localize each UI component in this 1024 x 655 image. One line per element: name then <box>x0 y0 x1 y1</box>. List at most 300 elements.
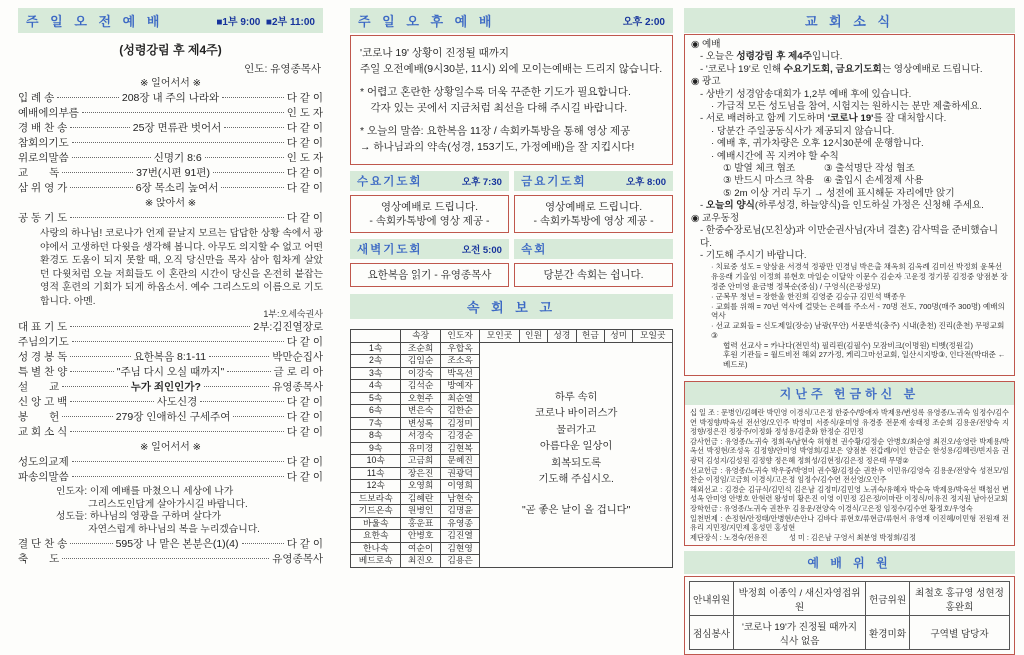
sok-cell: 변은숙 <box>401 405 440 418</box>
order-item-label: 삼 위 영 가 <box>18 182 68 194</box>
news-line <box>691 126 1008 138</box>
order-item-person: 다 같 이 <box>286 396 324 408</box>
sok-cell: 서경숙 <box>401 430 440 443</box>
offering-line <box>690 533 1009 543</box>
fri-prayer-title: 금요기도회 <box>521 176 587 188</box>
offering-line <box>690 514 1009 533</box>
order-item-person: 2부:김진열장로 <box>253 321 323 333</box>
news-line <box>691 89 1008 101</box>
sok-cell: 오현주 <box>401 392 440 405</box>
dotted-leader <box>72 476 284 477</box>
dawn-sok-row <box>350 239 673 287</box>
sok-cell: 2속 <box>351 355 401 368</box>
notice-line: 각자 있는 곳에서 지금처럼 최선을 다해 주시길 바랍니다. <box>360 102 628 114</box>
committee-table <box>689 581 1010 650</box>
order-item-person: 다 같 이 <box>286 456 323 468</box>
dawn-prayer-box <box>350 263 509 287</box>
order-item-detail <box>133 121 222 136</box>
order-row <box>18 380 323 395</box>
text-segment: · 당분간 주일공동식사가 제공되지 않습니다. <box>711 125 895 137</box>
wed-prayer-time: 오후 7:30 <box>461 177 502 188</box>
text-segment: - '코로나 19'로 인해 <box>700 63 784 75</box>
text-segment: - 상반기 성경암송대회가 1,2부 예배 후에 있습니다. <box>700 88 912 100</box>
order-item-person: 유영종목사 <box>272 553 323 565</box>
order-item-person: 다 같 이 <box>286 122 324 134</box>
sok-cell: 김현영 <box>440 542 479 555</box>
wed-prayer-section <box>350 171 509 233</box>
sok-cell: 유미경 <box>401 442 440 455</box>
sok-cell: 최순열 <box>440 392 479 405</box>
order-item-label: 위로의말씀 <box>18 152 69 164</box>
minibox-line: 당분간 속회는 쉽니다. <box>543 269 644 281</box>
sok-cell: 홍운표 <box>401 517 440 530</box>
text-segment: 오늘의 양식 <box>705 200 755 212</box>
order-item-detail <box>134 350 206 365</box>
offering-label: 감사헌금 : <box>690 436 725 446</box>
text-segment: 요한복음 8:1-11 <box>133 351 207 363</box>
news-line <box>691 350 1008 370</box>
sok-col-header: 인원 <box>519 330 547 343</box>
sok-box <box>514 263 673 287</box>
common-prayer-text: 사랑의 하나님! 코로나가 언제 끝날지 모르는 답답한 상황 속에서 광야에서 고생하던 다윗을 생각해 봅니다. 아무도 의지할 수 없고 어떤 환경도 도움이 되지 못할 때, 오직 당신만을 목자 삼아 힘차게 살았던 다윗처럼 오늘 저희들도 이 혼란의 시간이 당신을 온전히 붙잡는 영적 훈련의 기회가 되게 하옵소서. 예수 그리스도의 이름으로 기도합니다. 아멘. <box>40 228 323 307</box>
dotted-leader <box>70 401 153 402</box>
news-line <box>691 292 1008 302</box>
offering-label: 장학헌금 : <box>690 504 724 514</box>
sok-col-header <box>351 330 401 343</box>
text-segment: 6장 목소리 높여서 <box>135 182 219 194</box>
dotted-leader <box>233 416 283 417</box>
sok-cell: 김석순 <box>401 380 440 393</box>
sok-report-title: 속 회 보 고 <box>466 300 557 315</box>
dotted-leader <box>70 356 130 357</box>
offering-label: 선교헌금 : <box>690 465 725 475</box>
sok-cell: 우합옥 <box>440 342 479 355</box>
sok-cell: 방예자 <box>440 380 479 393</box>
order-row <box>18 166 323 181</box>
text-segment: ◉ 교우동정 <box>691 212 740 224</box>
order-row <box>18 365 323 380</box>
news-line <box>691 225 1008 250</box>
text-segment: · 가급적 모든 성도님을 참여, 시험지는 원하시는 분만 제출하세요. <box>711 101 982 113</box>
sok-cell: 김정미 <box>440 417 479 430</box>
fri-prayer-box <box>514 195 673 233</box>
order-item-label: 설 교 <box>18 381 60 393</box>
committee-cell: 안내위원 <box>690 582 734 616</box>
sok-cell: 안병호 <box>401 530 440 543</box>
news-line <box>691 321 1008 341</box>
order-item-detail <box>116 410 231 425</box>
text-segment: 후원 기관들 = 월드비전 해외 27가정, 케리그마선교회, 일산시지방③, 인다전(박대준 ← 베드로) <box>723 350 1006 370</box>
sok-col-header: 모인곳 <box>480 330 519 343</box>
sok-cell: 드보라속 <box>351 492 401 505</box>
order-item-person: 다 같 이 <box>286 212 323 224</box>
text-segment: 누가 죄인인가? <box>130 381 201 393</box>
sok-cell: 변성록 <box>401 417 440 430</box>
posture-note: ※ 일어서서 ※ <box>140 442 201 453</box>
sok-cell: 김명윤 <box>440 505 479 518</box>
order-item-person: 유영종목사 <box>272 381 323 393</box>
fri-prayer-header <box>514 171 673 191</box>
sok-col-header: 모일곳 <box>633 330 673 343</box>
sok-cell: 조순희 <box>401 342 440 355</box>
dialog-line: 그리스도인답게 살아가시길 바랍니다. <box>56 498 248 510</box>
afternoon-worship-title: 주 일 오 후 예 배 <box>358 14 496 29</box>
minibox-line: - 속회카톡방에 영상 제공 - <box>369 215 490 227</box>
dotted-leader <box>62 172 133 173</box>
order-item-person: 다 같 이 <box>286 167 323 179</box>
sok-poem-cell <box>480 342 673 567</box>
offering-names-text: 제단장식 : 노경숙/전유진 성 미 : 김은남 구영서 최분영 박정희/김정 <box>690 532 917 542</box>
sok-col-header: 속장 <box>401 330 440 343</box>
offering-section <box>684 381 1015 546</box>
offering-label: 일천번제 : <box>690 513 725 523</box>
order-item-label: 대 표 기 도 <box>18 321 68 333</box>
church-news-header <box>684 8 1015 33</box>
worship-leader: 인도: 유영종목사 <box>244 63 321 75</box>
sok-cell: 10속 <box>351 455 401 468</box>
news-line <box>691 51 1008 63</box>
fri-prayer-section <box>514 171 673 233</box>
notice-line: * 어렵고 혼란한 상황일수록 더욱 꾸준한 기도가 필요합니다. <box>360 86 631 98</box>
text-segment: ◉ 광고 <box>691 76 721 88</box>
news-line <box>691 113 1008 125</box>
sok-cell: 한나속 <box>351 542 401 555</box>
offering-line <box>690 485 1009 504</box>
text-segment: 사도신경 <box>156 396 198 408</box>
committee-cell: 최철호 홍규영 성현정 홍완희 <box>910 582 1010 616</box>
text-segment: 279장 인애하신 구세주여 <box>115 411 231 423</box>
dawn-prayer-time: 오전 5:00 <box>461 245 502 256</box>
dotted-leader <box>205 157 284 158</box>
sok-cell: 유영종 <box>440 517 479 530</box>
sok-section <box>514 239 673 287</box>
order-row <box>18 470 323 485</box>
committee-cell: '코로나 19'가 진정될 때까지 식사 없음 <box>734 616 866 650</box>
sok-cell: 7속 <box>351 417 401 430</box>
offering-names-text: 문병인/김혜란 박민영 이경식/고은정 한중수/방애자 박제용/변성록 유영종/노귀숙 임정수/김수연 박정향/박옥선 전선영/오인주 박영미 서종식/윤미영 유경종 전문재 송태정 조순희 김용운/전양숙 지정향/정은진 정장주/이정화 정성용/김춘화 한정순 김민정 <box>690 408 1009 437</box>
offering-names-text: 손정현/안정태/안병현/손안나 김바다 류현호/류현금/류현서 유영재 이진혜/이민형 전원재 전유리 지민정/지민제 홍성민 홍성현 <box>690 513 1009 533</box>
text-segment: 25장 면류관 벗어서 <box>132 122 222 134</box>
text-segment: 입니다. <box>811 51 843 63</box>
offering-names-text: 유영종/노귀숙 정희욱/남현숙 허형천 권수황/김정순 안병호/최순영 최진오/송영란 박제용/박옥선 박정현/조성욱 김정향/안미영 박영희/김보은 양점분 전갑례/이인 한금순 한성용/김혜린/빈지음 권광덕 김성지/김성원 김정향 정은혜 정희성/김현정/김은정 정은태 무명② <box>690 436 1009 466</box>
order-row <box>18 350 323 365</box>
dotted-leader <box>72 461 284 462</box>
dotted-leader <box>62 386 127 387</box>
afternoon-worship-header <box>350 8 673 33</box>
order-item-person: 다 같 이 <box>286 426 323 438</box>
table-row <box>690 616 1010 650</box>
poem-spacer <box>482 489 670 503</box>
order-row <box>18 91 323 106</box>
order-item-person: 인 도 자 <box>286 152 323 164</box>
order-row <box>18 320 323 335</box>
offering-names-text: 김경순 김규식/김민석 김은남 김정미/김민영 노귀숙/유혜자 박순옥 박제용/박옥선 백철선 변성옥 안미영 안병호 안현련 왕성미 황은진 이영 이민정 김은정/이마란 이정식/이유진 정지원 남아선교회 <box>690 484 1009 504</box>
poem-line: "곧 좋은 날이 올 겁니다" <box>522 504 631 516</box>
dotted-leader <box>72 341 284 342</box>
dialog-line: 성도들: 하나님의 영광을 구하며 살다가 <box>56 511 222 522</box>
dotted-leader <box>221 187 283 188</box>
sok-cell: 9속 <box>351 442 401 455</box>
text-segment: · 군복무 청년 = 장한울 한진희 김영준 김승규 김민석 백종우 <box>711 291 906 301</box>
order-of-service <box>18 77 323 567</box>
first-service-prayer-person: 1부:오세숙권사 <box>263 309 323 319</box>
news-line <box>691 200 1008 212</box>
text-segment: ① 발열 체크 협조 ③ 출석명단 작성 협조 <box>723 163 915 175</box>
dotted-leader <box>213 172 284 173</box>
news-line <box>691 163 1008 175</box>
order-item-detail <box>157 395 198 410</box>
minibox-line: 영상예배로 드립니다. <box>380 201 479 213</box>
offering-names-text: 유영종/노귀숙 박우중/박영미 권수황/김정순 권찬우 이민유/김영숙 김용운/전양숙 성전모/임찬순 이정임/고금희 이경식/고은정 임정수/김수연 전선영/오인주 <box>690 465 1009 485</box>
order-item-person: 인 도 자 <box>286 107 323 119</box>
order-item-label: 특 별 찬 양 <box>18 366 68 378</box>
dotted-leader <box>70 187 132 188</box>
morning-worship-column <box>18 8 323 567</box>
notice-line: 주일 오전예배(9시30분, 11시) 외에 모이는예배는 드리지 않습니다. <box>360 63 663 75</box>
sok-cell: 베드로속 <box>351 555 401 568</box>
wed-prayer-box <box>350 195 509 233</box>
afternoon-worship-column <box>350 8 673 568</box>
poem-line: 하루 속히 <box>554 391 598 403</box>
midweek-headers-row <box>350 171 673 233</box>
minibox-line: 영상예배로 드립니다. <box>544 201 643 213</box>
order-row <box>18 181 323 196</box>
dialog-line: 인도자: 이제 예배를 마쳤으니 세상에 나가 <box>56 486 234 497</box>
sok-cell: 이강숙 <box>401 367 440 380</box>
wed-prayer-header <box>350 171 509 191</box>
sok-cell: 12속 <box>351 480 401 493</box>
sok-cell: 권광덕 <box>440 467 479 480</box>
news-line <box>691 39 1008 51</box>
afternoon-worship-time: 오후 2:00 <box>622 17 665 28</box>
sok-col-header: 성경 <box>548 330 576 343</box>
sok-cell: 요한속 <box>351 530 401 543</box>
text-segment: 를 잘 대처합시다. <box>873 113 947 125</box>
poem-line: 물러가고 <box>556 424 597 436</box>
order-item-label: 교 회 소 식 <box>18 426 68 438</box>
sok-cell: 김현복 <box>440 442 479 455</box>
news-line <box>691 64 1008 76</box>
notice-line: '코로나 19' 상황이 진정될 때까지 <box>360 47 510 59</box>
order-item-label: 입 례 송 <box>18 92 55 104</box>
sok-cell: 김용은 <box>440 555 479 568</box>
sok-col-header: 인도자 <box>440 330 479 343</box>
order-item-label: 봉 헌 <box>18 411 60 423</box>
text-segment: - 한중수장로님(모친상)과 이만순권사님(자녀 결혼) 감사떡을 준비했습니다. <box>700 225 999 249</box>
dotted-leader <box>70 326 250 327</box>
committee-header <box>684 551 1015 574</box>
church-news-column <box>684 8 1015 655</box>
dotted-leader <box>224 127 283 128</box>
covid-notice-box <box>350 35 673 165</box>
text-segment: 성령강림 후 제4주 <box>736 51 812 63</box>
dotted-leader <box>70 431 283 432</box>
sok-cell: 김진열 <box>440 530 479 543</box>
text-segment: 208장 내 주의 나라와 <box>121 92 220 104</box>
sok-cell: 김임순 <box>401 355 440 368</box>
text-segment: - <box>700 200 706 212</box>
table-row <box>690 582 1010 616</box>
notice-spacer <box>360 77 663 84</box>
dotted-leader <box>227 371 270 372</box>
dialog-line: 자연스럽게 하나님의 복을 누리겠습니다. <box>56 523 260 535</box>
sok-cell: 최진오 <box>401 555 440 568</box>
order-item-person: 박만순집사 <box>272 351 323 363</box>
news-line <box>691 341 1008 351</box>
dotted-leader <box>70 127 129 128</box>
text-segment: 37번(시편 91편) <box>136 167 210 179</box>
order-item-label: 경 배 찬 송 <box>18 122 68 134</box>
committee-cell: 헌금위원 <box>866 582 910 616</box>
sok-cell: 6속 <box>351 405 401 418</box>
text-segment: - 서로 배려하고 함께 기도하며 <box>700 113 828 125</box>
notice-spacer <box>360 116 663 123</box>
order-row <box>18 106 323 121</box>
dotted-leader <box>57 97 119 98</box>
notice-line: → 하나님과의 약속(성경, 153기도, 가정예배)을 잘 지킵시다! <box>360 141 635 153</box>
poem-line: 기도해 주십시오. <box>538 474 614 486</box>
text-segment: "주님 다시 오실 때까지" <box>116 366 225 378</box>
order-item-person: 다 같 이 <box>286 92 323 104</box>
committee-cell: 환경미화 <box>866 616 910 650</box>
dotted-leader <box>222 97 284 98</box>
sok-cell: 김혜란 <box>401 492 440 505</box>
order-item-label: 공 동 기 도 <box>18 212 68 224</box>
offering-line <box>690 437 1009 466</box>
morning-worship-times: ■1부 9:00 ■2부 11:00 <box>216 17 315 28</box>
sok-cell: 이영희 <box>440 480 479 493</box>
order-item-label: 주님의기도 <box>18 336 69 348</box>
sunday-subtitle: (성령강림 후 제4주) <box>119 43 222 57</box>
news-line <box>691 302 1008 322</box>
text-segment: (하루성경, 하늘양식)을 인도하실 가정은 신청해 주세요. <box>754 200 984 212</box>
order-item-person: 다 같 이 <box>286 336 323 348</box>
committee-cell: 점심봉사 <box>690 616 734 650</box>
order-item-detail <box>136 166 210 181</box>
order-row <box>18 335 323 350</box>
sok-report-header <box>350 294 673 319</box>
sok-cell: 여순이 <box>401 542 440 555</box>
order-item-label: 성도의교제 <box>18 456 69 468</box>
sok-col-header: 헌금 <box>576 330 604 343</box>
sok-cell: 남현숙 <box>440 492 479 505</box>
order-item-person: 다 같 이 <box>286 411 324 423</box>
order-row <box>18 151 323 166</box>
dotted-leader <box>82 112 284 113</box>
dotted-leader <box>70 371 113 372</box>
committee-cell: 구역별 담당자 <box>910 616 1010 650</box>
text-segment: 신명기 8:6 <box>153 152 202 164</box>
offering-label: 십 일 조 : <box>690 408 721 418</box>
order-row <box>18 211 323 226</box>
order-row <box>18 121 323 136</box>
sok-header-row <box>351 330 673 343</box>
order-item-detail <box>117 365 225 380</box>
sok-table-head <box>351 330 673 343</box>
order-item-label: 참회의기도 <box>18 137 69 149</box>
sok-cell: 바울속 <box>351 517 401 530</box>
text-segment: '코로나 19' <box>827 113 874 125</box>
offering-label: 해외선교 : <box>690 484 725 494</box>
text-segment: 595장 나 맡은 본분은(1)(4) <box>115 538 239 550</box>
posture-note: ※ 앉아서 ※ <box>144 198 197 209</box>
sok-cell: 5속 <box>351 392 401 405</box>
posture-note: ※ 일어서서 ※ <box>140 78 201 89</box>
text-segment: ⑤ 2m 이상 거리 두기 → 성전에 표시해둔 자리에만 앉기 <box>723 187 955 199</box>
order-row <box>18 410 323 425</box>
order-row <box>18 455 323 470</box>
sok-cell: 조소옥 <box>440 355 479 368</box>
order-item-label: 예배에의부름 <box>18 107 79 119</box>
sok-cell: 장은진 <box>401 467 440 480</box>
sok-cell: 4속 <box>351 380 401 393</box>
order-row <box>18 395 323 410</box>
dotted-leader <box>209 356 269 357</box>
wed-prayer-title: 수요기도회 <box>357 176 423 188</box>
sok-cell: 문혜진 <box>440 455 479 468</box>
minibox-line: 요한복음 읽기 - 유영종목사 <box>367 269 492 281</box>
order-item-label: 축 도 <box>18 553 60 565</box>
sok-header <box>514 239 673 259</box>
order-item-detail <box>122 91 219 106</box>
offering-header <box>685 382 1014 405</box>
offering-line <box>690 504 1009 514</box>
dawn-prayer-section <box>350 239 509 287</box>
order-item-detail <box>116 537 239 552</box>
text-segment: · 치료중 성도 = 양삼윤 서경석 정광만 민경님 박은출 채옥희 김옥례 김미선 박정희 윤복선 유응래 기을임 이정희 류현호 마일순 이달악 이문수 김순자 고운정 정기봉 김정중 양점분 장정준 안미영 윤금병 정복순(중심) / 구영식(은광성모) <box>711 262 1008 291</box>
poem-line: 코로나 바이러스가 <box>534 408 618 420</box>
dotted-leader <box>72 142 284 143</box>
sok-cell: 11속 <box>351 467 401 480</box>
sok-cell: 1속 <box>351 342 401 355</box>
dotted-leader <box>70 543 112 544</box>
sok-cell: 기드온속 <box>351 505 401 518</box>
poem-line: 아름다운 일상이 <box>539 441 613 453</box>
dotted-leader <box>242 543 284 544</box>
text-segment: · 교회를 위해 = 70년 역사에 걸맞는 은혜를 주소서 - 70명 전도, 700명(매주 300명) 예배의 역사 <box>711 301 1005 321</box>
text-segment: 협력 선교사 = 카나다(전민석) 필리핀(김필수) 모잠비크(이명원) 티벳(정원길) <box>723 340 974 350</box>
sok-title: 속회 <box>521 244 548 256</box>
dotted-leader <box>72 157 151 158</box>
sok-cell: 김경순 <box>440 430 479 443</box>
order-row <box>18 537 323 552</box>
dawn-prayer-title: 새벽기도회 <box>357 244 423 256</box>
table-row <box>351 342 673 355</box>
sok-cell: 고금희 <box>401 455 440 468</box>
news-line <box>691 138 1008 150</box>
sok-cell: 8속 <box>351 430 401 443</box>
order-item-detail <box>131 380 201 395</box>
order-item-person: 글 로 리 아 <box>273 366 323 378</box>
text-segment: 는 영상예배로 드립니다. <box>881 63 983 75</box>
sok-cell: 김한순 <box>440 405 479 418</box>
order-row <box>18 136 323 151</box>
text-segment: · 예배 후, 귀가차량은 오후 12시30분에 운행합니다. <box>711 138 924 150</box>
news-line <box>691 151 1008 163</box>
text-segment: ③ 반드시 마스크 착용 ④ 출입시 손세정제 사용 <box>723 175 924 187</box>
dotted-leader <box>62 558 269 559</box>
poem-line: 회복되도록 <box>551 457 602 469</box>
committee-title: 예 배 위 원 <box>807 556 892 571</box>
order-item-label: 교 독 <box>18 167 60 179</box>
committee-section <box>684 551 1015 655</box>
sok-cell: 오영희 <box>401 480 440 493</box>
offering-title: 지난주 헌금하신 분 <box>779 387 920 402</box>
minibox-line: - 속회카톡방에 영상 제공 - <box>533 215 654 227</box>
text-segment: ◉ 예배 <box>691 39 721 50</box>
text-segment: - 기도해 주시기 바랍니다. <box>700 249 807 261</box>
sok-col-header: 성미 <box>605 330 633 343</box>
